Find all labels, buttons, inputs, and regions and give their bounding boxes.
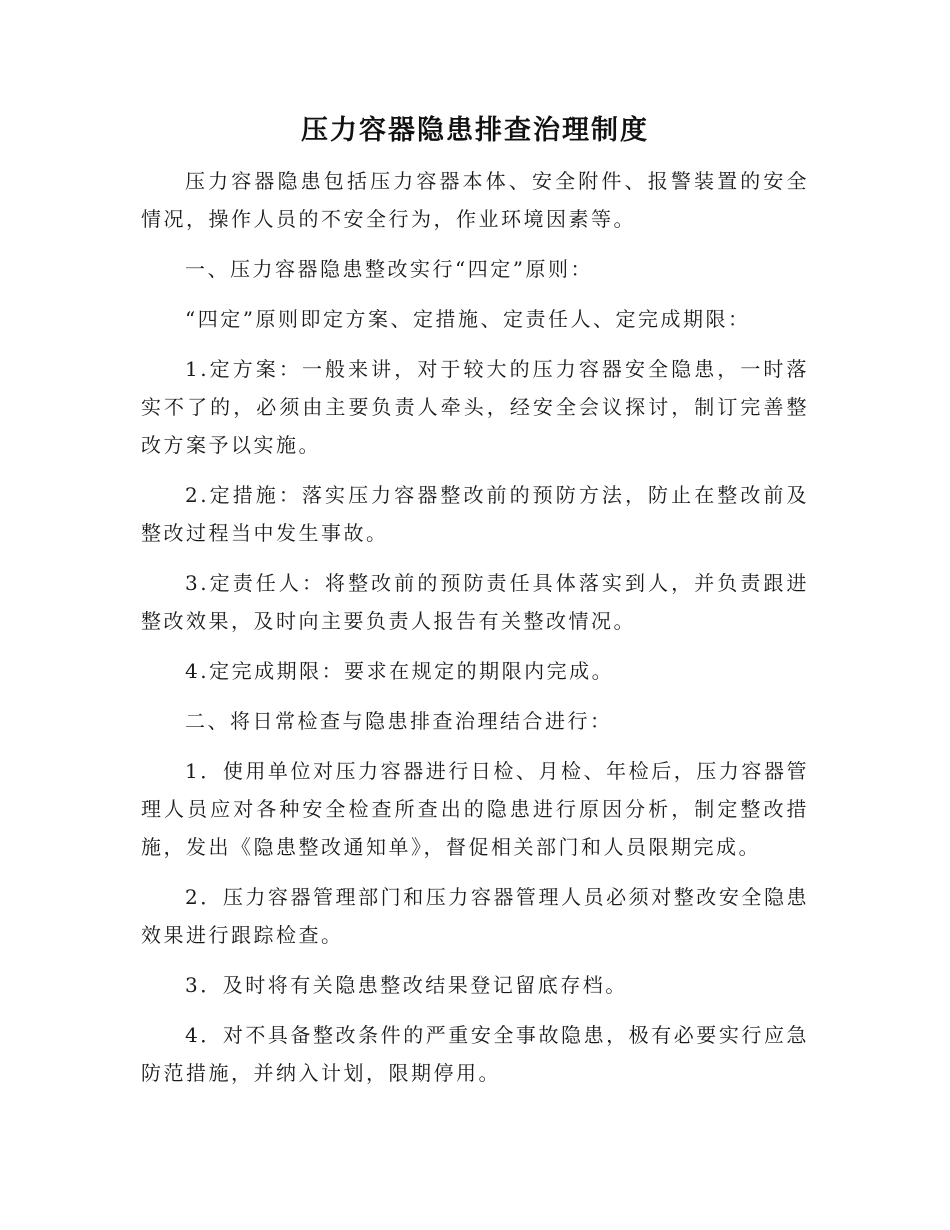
section-heading-1: 一、压力容器隐患整改实行“四定”原则： <box>185 257 593 281</box>
list-item: 3．及时将有关隐患整改结果登记留底存档。 <box>185 973 628 997</box>
list-item: 4．对不具备整改条件的严重安全事故隐患，极有必要实行应急防范措施，并纳入计划，限期停用。 <box>141 1023 809 1085</box>
paragraph-intro: 压力容器隐患包括压力容器本体、安全附件、报警装置的安全情况，操作人员的不安全行为，作业环境因素等。 <box>141 169 809 231</box>
list-item: 3.定责任人：将整改前的预防责任具体落实到人，并负责跟进整改效果，及时向主要负责人报告有关整改情况。 <box>141 571 809 633</box>
list-item: 4.定完成期限：要求在规定的期限内完成。 <box>185 659 615 683</box>
paragraph-four-principles: “四定”原则即定方案、定措施、定责任人、定完成期限： <box>185 307 751 331</box>
list-item: 2．压力容器管理部门和压力容器管理人员必须对整改安全隐患效果进行跟踪检查。 <box>141 885 809 947</box>
document-body <box>141 162 809 1104</box>
list-item: 2.定措施：落实压力容器整改前的预防方法，防止在整改前及整改过程当中发生事故。 <box>141 483 809 545</box>
list-item: 1.定方案：一般来讲，对于较大的压力容器安全隐患，一时落实不了的，必须由主要负责人牵头，经安全会议探讨，制订完善整改方案予以实施。 <box>141 357 809 457</box>
document-title: 压力容器隐患排查治理制度 <box>301 115 649 146</box>
list-item: 1．使用单位对压力容器进行日检、月检、年检后，压力容器管理人员应对各种安全检查所查出的隐患进行原因分析，制定整改措施，发出《隐患整改通知单》，督促相关部门和人员限期完成。 <box>141 759 809 859</box>
section-heading-2: 二、将日常检查与隐患排查治理结合进行： <box>185 709 613 733</box>
